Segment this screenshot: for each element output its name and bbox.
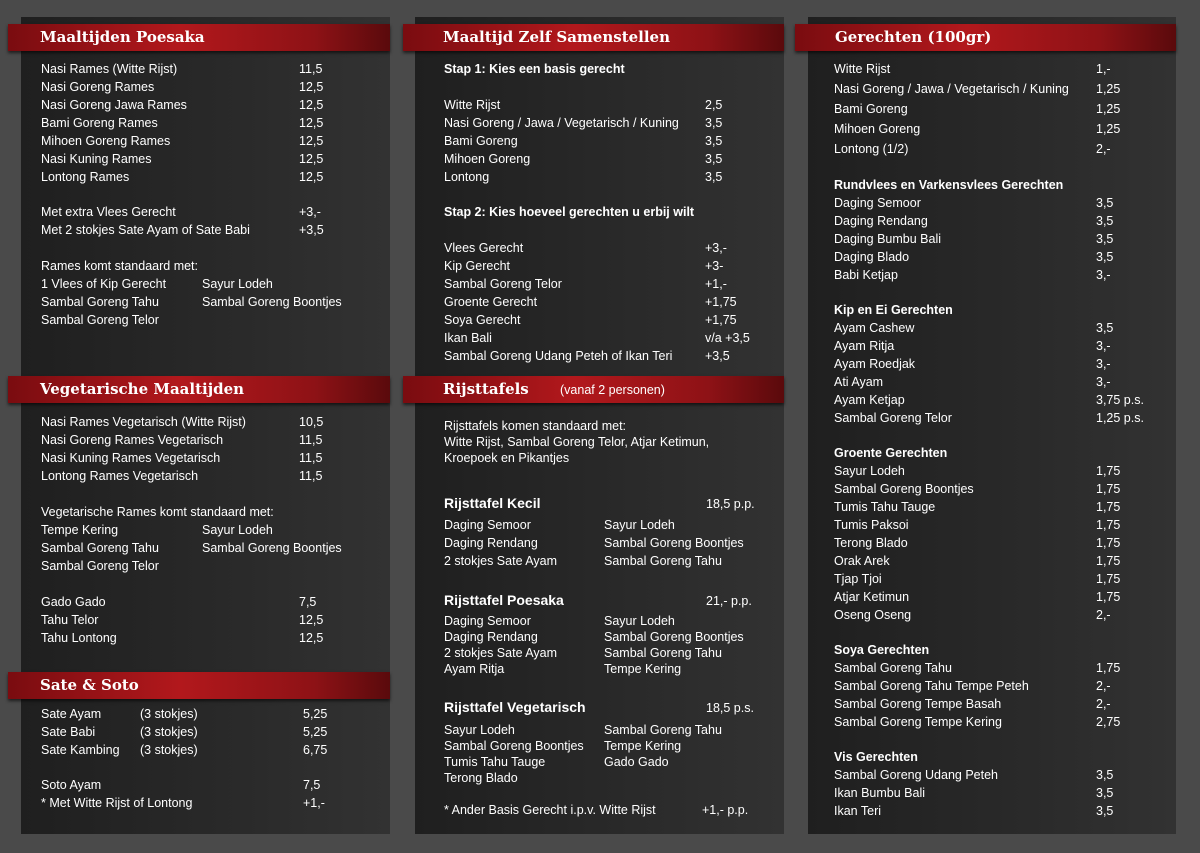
menu-item-price: 12,5 (299, 613, 324, 627)
gerecht-item-name: Groente Gerecht (444, 295, 538, 309)
gerecht-item-price: 1,25 (1096, 122, 1121, 136)
menu-item-name: Tahu Telor (41, 613, 99, 627)
gerecht-item-name: Mihoen Goreng (834, 122, 921, 136)
gerecht-item-price: 3,5 (1096, 196, 1114, 210)
gerecht-item-name: Sambal Goreng Tahu (834, 661, 952, 675)
gerecht-item-name: Sambal Goreng Tempe Basah (834, 697, 1002, 711)
banner-zelf-samenstellen (403, 24, 784, 51)
rijsttafels-note: (vanaf 2 personen) (560, 383, 665, 397)
menu-item-price: 11,5 (299, 433, 323, 447)
standard-item: Sambal Goreng Boontjes (202, 295, 342, 309)
section-title-poesaka: Maaltijden Poesaka (40, 28, 205, 46)
rijsttafel-intro: Rijsttafels komen standaard met: (444, 419, 627, 433)
standard-item: 1 Vlees of Kip Gerecht (41, 277, 167, 291)
menu-item-name: Nasi Kuning Rames Vegetarisch (41, 451, 221, 465)
menu-item-price: 10,5 (299, 415, 324, 429)
gerecht-item-price: +1,75 (705, 313, 737, 327)
section-title-zelf: Maaltijd Zelf Samenstellen (443, 28, 671, 46)
rijsttafel-name: Rijsttafel Vegetarisch (444, 699, 586, 715)
rijsttafel-name: Rijsttafel Poesaka (444, 592, 564, 608)
gerecht-item-price: 1,75 (1096, 661, 1121, 675)
basis-item-name: Nasi Goreng / Jawa / Vegetarisch / Kuning (444, 116, 679, 130)
rijsttafel-intro: Witte Rijst, Sambal Goreng Telor, Atjar Ketimun, (444, 435, 710, 449)
gerecht-item-name: Terong Blado (834, 536, 908, 550)
gerecht-item-price: 2,- (1096, 608, 1111, 622)
gerecht-item-name: Sambal Goreng Tempe Kering (834, 715, 1002, 729)
soto-item-price: 7,5 (303, 778, 321, 792)
gerecht-item-price: 1,75 (1096, 518, 1121, 532)
menu-extra-name: Met extra Vlees Gerecht (41, 205, 176, 219)
gerecht-item-name: Sambal Goreng Udang Peteh (834, 768, 998, 782)
gerecht-item-price: 3,5 (1096, 804, 1114, 818)
gerecht-item-name: Oseng Oseng (834, 608, 912, 622)
menu-item-name: Nasi Goreng Jawa Rames (41, 98, 187, 112)
gerecht-item-name: Daging Bumbu Bali (834, 232, 942, 246)
standard-item: Tempe Kering (41, 523, 119, 537)
rijsttafel-dish: Sayur Lodeh (444, 723, 515, 737)
gerecht-item-name: Soya Gerecht (444, 313, 521, 327)
gerecht-item-price: 3,- (1096, 339, 1111, 353)
menu-item-price: 12,5 (299, 98, 324, 112)
gerecht-item-name: Lontong (1/2) (834, 142, 909, 156)
menu-item-name: Tahu Lontong (41, 631, 117, 645)
standard-item: Sambal Goreng Tahu (41, 541, 159, 555)
basis-item-price: 3,5 (705, 116, 723, 130)
gerecht-item-price: 2,- (1096, 679, 1111, 693)
rijsttafel-dish: Daging Rendang (444, 536, 538, 550)
gerecht-item-name: Ikan Teri (834, 804, 882, 818)
menu-item-price: 12,5 (299, 134, 324, 148)
menu-item-name: Lontong Rames Vegetarisch (41, 469, 199, 483)
basis-item-price: 3,5 (705, 134, 723, 148)
gerecht-item-name: Vlees Gerecht (444, 241, 524, 255)
gerecht-item-name: Ikan Bumbu Bali (834, 786, 926, 800)
gerecht-item-name: Babi Ketjap (834, 268, 898, 282)
section-title-vegetarisch: Vegetarische Maaltijden (40, 380, 245, 398)
gerecht-item-price: 3,- (1096, 375, 1111, 389)
gerecht-item-name: Ayam Ketjap (834, 393, 905, 407)
menu-item-name: Lontong Rames (41, 170, 130, 184)
gerecht-item-name: Witte Rijst (834, 62, 891, 76)
rijsttafel-dish: Ayam Ritja (444, 662, 505, 676)
rijsttafel-dish: Daging Semoor (444, 614, 531, 628)
rijsttafel-price: 18,5 p.s. (706, 701, 754, 715)
rijsttafel-dish: Daging Semoor (444, 518, 531, 532)
gerecht-item-name: Ayam Ritja (834, 339, 895, 353)
sate-item-name: Sate Ayam (41, 707, 102, 721)
gerecht-item-name: Ayam Roedjak (834, 357, 916, 371)
gerecht-item-price: 3,5 (1096, 232, 1114, 246)
gerecht-item-price: 1,75 (1096, 464, 1121, 478)
rijsttafel-dish: Sambal Goreng Boontjes (444, 739, 584, 753)
gerecht-item-name: Atjar Ketimun (834, 590, 910, 604)
gerecht-item-price: +1,- (705, 277, 727, 291)
menu-item-name: Bami Goreng Rames (41, 116, 158, 130)
rijsttafel-dish: Sambal Goreng Boontjes (604, 536, 744, 550)
banner-vegetarisch (8, 376, 390, 403)
banner-sate-soto (8, 672, 390, 699)
rijsttafel-price: 21,- p.p. (706, 594, 752, 608)
menu-item-name: Nasi Goreng Rames (41, 80, 155, 94)
sate-item-name: Sate Babi (41, 725, 96, 739)
menu-extra-name: Met 2 stokjes Sate Ayam of Sate Babi (41, 223, 250, 237)
gerecht-item-name: Sayur Lodeh (834, 464, 905, 478)
rijsttafel-intro: Kroepoek en Pikantjes (444, 451, 570, 465)
gerecht-item-name: Daging Rendang (834, 214, 928, 228)
gerecht-item-price: 2,75 (1096, 715, 1121, 729)
rijsttafel-dish: Sambal Goreng Tahu (604, 646, 722, 660)
gerecht-item-name: Kip Gerecht (444, 259, 511, 273)
gerecht-item-name: Orak Arek (834, 554, 890, 568)
gerecht-item-price: 1,25 (1096, 82, 1121, 96)
gerecht-item-name: Sambal Goreng Udang Peteh of Ikan Teri (444, 349, 673, 363)
menu-item-name: Nasi Goreng Rames Vegetarisch (41, 433, 224, 447)
category-heading: Rundvlees en Varkensvlees Gerechten (834, 178, 1064, 192)
gerecht-item-price: 3,5 (1096, 768, 1114, 782)
rijsttafel-price: 18,5 p.p. (706, 497, 755, 511)
section-title-rijsttafels: Rijsttafels (443, 380, 529, 398)
standard-heading: Rames komt standaard met: (41, 259, 199, 273)
category-heading: Groente Gerechten (834, 446, 948, 460)
rijsttafel-dish: Sambal Goreng Tahu (604, 723, 722, 737)
gerecht-item-price: 1,75 (1096, 554, 1121, 568)
standard-item: Sayur Lodeh (202, 523, 273, 537)
basis-item-name: Witte Rijst (444, 98, 501, 112)
gerecht-item-price: 3,5 (1096, 250, 1114, 264)
standard-item: Sambal Goreng Telor (41, 313, 159, 327)
gerecht-item-price: 2,- (1096, 142, 1111, 156)
gerecht-item-name: Bami Goreng (834, 102, 908, 116)
menu-item-price: 7,5 (299, 595, 317, 609)
sate-item-price: 6,75 (303, 743, 328, 757)
standard-item: Sambal Goreng Telor (41, 559, 159, 573)
banner-rijsttafels (403, 376, 784, 403)
gerecht-item-name: Ati Ayam (834, 375, 884, 389)
menu-item-price: 12,5 (299, 116, 324, 130)
gerecht-item-price: 3,- (1096, 268, 1111, 282)
sate-item-qty: (3 stokjes) (140, 707, 198, 721)
gerecht-item-price: 2,- (1096, 697, 1111, 711)
gerecht-item-price: 1,25 p.s. (1096, 411, 1144, 425)
gerecht-item-price: 3,5 (1096, 321, 1114, 335)
section-title-gerechten: Gerechten (100gr) (835, 28, 992, 46)
banner-poesaka (8, 24, 390, 51)
menu-extra-price: +3,- (299, 205, 321, 219)
sate-item-price: 5,25 (303, 725, 328, 739)
gerecht-item-name: Sambal Goreng Telor (444, 277, 562, 291)
rijsttafel-dish: Tumis Tahu Tauge (444, 755, 546, 769)
menu-item-price: 12,5 (299, 152, 324, 166)
gerecht-item-price: v/a +3,5 (705, 331, 750, 345)
menu-item-name: Nasi Kuning Rames (41, 152, 152, 166)
menu-item-price: 11,5 (299, 451, 323, 465)
rijsttafel-dish: Sambal Goreng Tahu (604, 554, 722, 568)
gerecht-item-price: 1,75 (1096, 572, 1121, 586)
basis-item-price: 2,5 (705, 98, 723, 112)
gerecht-item-price: +1,75 (705, 295, 737, 309)
sate-item-name: Sate Kambing (41, 743, 120, 757)
gerecht-item-price: 3,- (1096, 357, 1111, 371)
gerecht-item-name: Sambal Goreng Tahu Tempe Peteh (834, 679, 1029, 693)
menu-item-price: 12,5 (299, 631, 324, 645)
gerecht-item-price: +3,- (705, 241, 727, 255)
rijsttafel-dish: 2 stokjes Sate Ayam (444, 554, 558, 568)
rijsttafel-dish: Sambal Goreng Boontjes (604, 630, 744, 644)
gerecht-item-name: Tjap Tjoi (834, 572, 882, 586)
step-heading: Stap 2: Kies hoeveel gerechten u erbij wilt (444, 205, 695, 219)
gerecht-item-name: Sambal Goreng Telor (834, 411, 952, 425)
gerecht-item-price: 1,75 (1096, 536, 1121, 550)
gerecht-item-price: +3,5 (705, 349, 730, 363)
rijsttafel-dish: Gado Gado (604, 755, 669, 769)
menu-item-name: Nasi Rames (Witte Rijst) (41, 62, 178, 76)
category-heading: Kip en Ei Gerechten (834, 303, 953, 317)
gerecht-item-price: 1,75 (1096, 482, 1121, 496)
standard-item: Sayur Lodeh (202, 277, 273, 291)
sate-item-price: 5,25 (303, 707, 328, 721)
soto-item-name: * Met Witte Rijst of Lontong (41, 796, 193, 810)
gerecht-item-name: Daging Blado (834, 250, 910, 264)
gerecht-item-price: 3,5 (1096, 786, 1114, 800)
basis-item-name: Bami Goreng (444, 134, 518, 148)
gerecht-item-price: 3,5 (1096, 214, 1114, 228)
menu-item-name: Nasi Rames Vegetarisch (Witte Rijst) (41, 415, 246, 429)
rijsttafel-dish: Daging Rendang (444, 630, 538, 644)
rijsttafel-dish: Sayur Lodeh (604, 518, 675, 532)
standard-heading: Vegetarische Rames komt standaard met: (41, 505, 274, 519)
rijsttafel-dish: Terong Blado (444, 771, 518, 785)
soto-item-price: +1,- (303, 796, 325, 810)
menu-item-price: 12,5 (299, 80, 324, 94)
gerecht-item-name: Daging Semoor (834, 196, 921, 210)
gerecht-item-price: 1,- (1096, 62, 1111, 76)
standard-item: Sambal Goreng Tahu (41, 295, 159, 309)
sate-item-qty: (3 stokjes) (140, 725, 198, 739)
basis-item-price: 3,5 (705, 170, 723, 184)
category-heading: Vis Gerechten (834, 750, 918, 764)
footnote: * Ander Basis Gerecht i.p.v. Witte Rijst (444, 803, 656, 817)
category-heading: Soya Gerechten (834, 643, 930, 657)
menu-item-price: 12,5 (299, 170, 324, 184)
menu-item-price: 11,5 (299, 469, 323, 483)
gerecht-item-name: Ikan Bali (444, 331, 492, 345)
footnote-price: +1,- p.p. (702, 803, 749, 817)
sate-item-qty: (3 stokjes) (140, 743, 198, 757)
step-heading: Stap 1: Kies een basis gerecht (444, 62, 625, 76)
soto-item-name: Soto Ayam (41, 778, 102, 792)
gerecht-item-price: +3- (705, 259, 724, 273)
right-panel (808, 17, 1176, 834)
section-title-sate-soto: Sate & Soto (40, 676, 139, 694)
rijsttafel-dish: Tempe Kering (604, 662, 682, 676)
standard-item: Sambal Goreng Boontjes (202, 541, 342, 555)
gerecht-item-name: Sambal Goreng Boontjes (834, 482, 974, 496)
menu-extra-price: +3,5 (299, 223, 324, 237)
gerecht-item-price: 1,75 (1096, 500, 1121, 514)
basis-item-name: Lontong (444, 170, 490, 184)
gerecht-item-price: 1,75 (1096, 590, 1121, 604)
rijsttafel-dish: Tempe Kering (604, 739, 682, 753)
gerecht-item-price: 1,25 (1096, 102, 1121, 116)
rijsttafel-name: Rijsttafel Kecil (444, 495, 541, 511)
gerecht-item-name: Tumis Tahu Tauge (834, 500, 936, 514)
rijsttafel-dish: 2 stokjes Sate Ayam (444, 646, 558, 660)
gerecht-item-name: Tumis Paksoi (834, 518, 909, 532)
rijsttafel-dish: Sayur Lodeh (604, 614, 675, 628)
menu-item-price: 11,5 (299, 62, 323, 76)
gerecht-item-name: Nasi Goreng / Jawa / Vegetarisch / Kuning (834, 82, 1069, 96)
gerecht-item-price: 3,75 p.s. (1096, 393, 1144, 407)
gerecht-item-name: Ayam Cashew (834, 321, 915, 335)
banner-gerechten (795, 24, 1176, 51)
basis-item-name: Mihoen Goreng (444, 152, 531, 166)
basis-item-price: 3,5 (705, 152, 723, 166)
menu-item-name: Mihoen Goreng Rames (41, 134, 171, 148)
menu-item-name: Gado Gado (41, 595, 106, 609)
